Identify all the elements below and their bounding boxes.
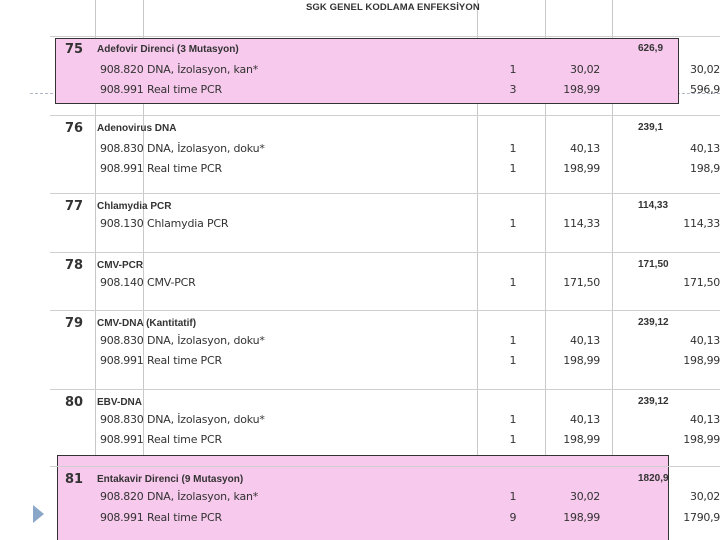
table-row: [50, 431, 720, 449]
row-total: 198,9: [690, 162, 720, 175]
row-unit-price: 198,99: [563, 433, 600, 446]
row-description: Real time PCR: [147, 433, 222, 446]
row-unit-price: 171,50: [563, 276, 600, 289]
row-description: DNA, İzolasyon, doku*: [147, 142, 265, 155]
section-total: 239,12: [638, 317, 669, 328]
row-unit-price: 40,13: [570, 142, 600, 155]
row-total: 1790,9: [683, 511, 720, 524]
row-quantity: 3: [509, 83, 517, 96]
play-arrow-icon[interactable]: [33, 505, 44, 523]
section-divider: [50, 310, 720, 311]
row-total: 114,33: [683, 217, 720, 230]
table-row: [50, 160, 720, 178]
row-code: 908.130: [100, 217, 144, 230]
row-description: DNA, İzolasyon, kan*: [147, 490, 259, 503]
section-name: CMV-DNA (Kantitatif): [97, 318, 197, 329]
row-quantity: 1: [509, 413, 517, 426]
section-name: Entakavir Direnci (9 Mutasyon): [97, 474, 244, 485]
row-code: 908.991: [100, 354, 144, 367]
section-divider: [50, 115, 720, 116]
row-description: Chlamydia PCR: [147, 217, 229, 230]
row-code: 908.830: [100, 334, 144, 347]
row-code: 908.830: [100, 413, 144, 426]
section-name: Adenovirus DNA: [97, 123, 177, 134]
section-81: [50, 472, 720, 529]
table-row: [50, 215, 720, 233]
section-total: 239,12: [638, 396, 669, 407]
row-total: 596,9: [690, 83, 720, 96]
section-divider: [50, 466, 720, 467]
row-unit-price: 198,99: [563, 354, 600, 367]
section-number: 78: [65, 258, 84, 273]
row-total: 171,50: [683, 276, 720, 289]
section-number: 77: [65, 199, 84, 214]
row-code: 908.140: [100, 276, 144, 289]
row-unit-price: 40,13: [570, 413, 600, 426]
section-total: 626,9: [638, 43, 664, 54]
row-total: 30,02: [690, 490, 720, 503]
section-total: 1820,9: [638, 473, 669, 484]
row-code: 908.820: [100, 63, 144, 76]
section-name: Chlamydia PCR: [97, 201, 172, 212]
row-total: 198,99: [683, 354, 720, 367]
section-80: [50, 395, 720, 451]
section-77: [50, 199, 720, 235]
row-unit-price: 30,02: [570, 63, 600, 76]
row-code: 908.991: [100, 511, 144, 524]
section-divider: [50, 36, 720, 37]
section-name: EBV-DNA: [97, 397, 143, 408]
section-number: 76: [65, 121, 84, 136]
table-row: [50, 274, 720, 292]
section-number: 80: [65, 395, 84, 410]
section-79: [50, 316, 720, 372]
section-divider: [50, 193, 720, 194]
row-quantity: 9: [509, 511, 517, 524]
table-row: [50, 509, 720, 527]
row-total: 198,99: [683, 433, 720, 446]
row-quantity: 1: [509, 162, 517, 175]
section-78: [50, 258, 720, 294]
row-description: DNA, İzolasyon, doku*: [147, 413, 265, 426]
section-number: 75: [65, 42, 84, 57]
section-name: Adefovir Direnci (3 Mutasyon): [97, 44, 239, 55]
row-description: DNA, İzolasyon, doku*: [147, 334, 265, 347]
row-description: DNA, İzolasyon, kan*: [147, 63, 259, 76]
table-row: [50, 411, 720, 429]
table-row: [50, 352, 720, 370]
section-number: 81: [65, 472, 84, 487]
row-description: CMV-PCR: [147, 276, 196, 289]
table-row: [50, 61, 720, 79]
section-total: 114,33: [638, 200, 669, 211]
section-total: 239,1: [638, 122, 664, 133]
section-76: [50, 121, 720, 180]
row-code: 908.991: [100, 433, 144, 446]
row-total: 40,13: [690, 142, 720, 155]
row-total: 40,13: [690, 334, 720, 347]
row-unit-price: 40,13: [570, 334, 600, 347]
row-code: 908.991: [100, 83, 144, 96]
table-row: [50, 488, 720, 506]
row-code: 908.820: [100, 490, 144, 503]
row-description: Real time PCR: [147, 83, 222, 96]
section-75: [50, 42, 720, 101]
row-quantity: 1: [509, 63, 517, 76]
row-quantity: 1: [509, 217, 517, 230]
table-row: [50, 81, 720, 99]
table-row: [50, 140, 720, 158]
row-unit-price: 114,33: [563, 217, 600, 230]
section-total: 171,50: [638, 259, 669, 270]
row-description: Real time PCR: [147, 511, 222, 524]
table-row: [50, 332, 720, 350]
row-description: Real time PCR: [147, 354, 222, 367]
row-description: Real time PCR: [147, 162, 222, 175]
row-unit-price: 30,02: [570, 490, 600, 503]
row-quantity: 1: [509, 334, 517, 347]
document-title: SGK GENEL KODLAMA ENFEKSİYON: [306, 2, 480, 13]
row-total: 30,02: [690, 63, 720, 76]
row-quantity: 1: [509, 433, 517, 446]
section-name: CMV-PCR: [97, 260, 144, 271]
row-total: 40,13: [690, 413, 720, 426]
row-unit-price: 198,99: [563, 511, 600, 524]
row-quantity: 1: [509, 142, 517, 155]
row-code: 908.991: [100, 162, 144, 175]
row-unit-price: 198,99: [563, 162, 600, 175]
row-quantity: 1: [509, 490, 517, 503]
section-divider: [50, 252, 720, 253]
row-quantity: 1: [509, 354, 517, 367]
section-divider: [50, 389, 720, 390]
row-unit-price: 198,99: [563, 83, 600, 96]
row-quantity: 1: [509, 276, 517, 289]
section-number: 79: [65, 316, 84, 331]
row-code: 908.830: [100, 142, 144, 155]
